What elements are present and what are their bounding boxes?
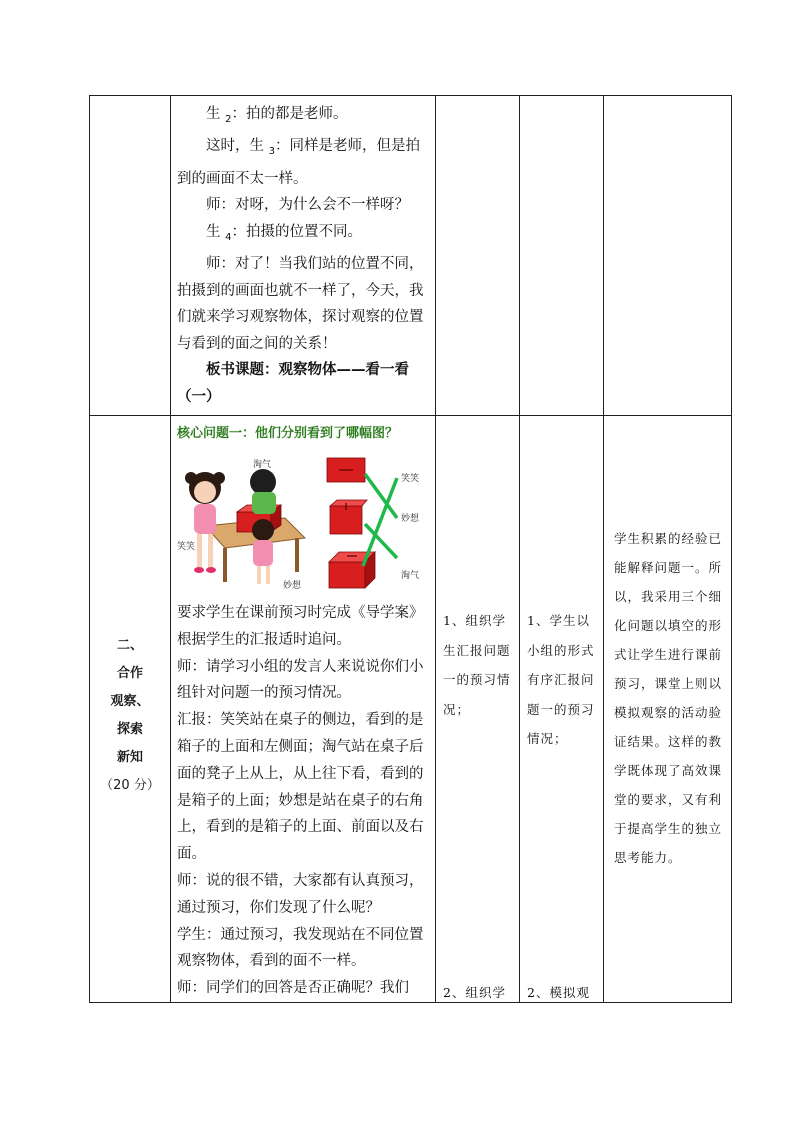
label-taoqi: 淘气: [253, 460, 272, 470]
label-xiaoxiao: 笑笑: [177, 542, 196, 552]
section-title-line: 新知: [116, 750, 143, 765]
student-cell-intro: [520, 96, 604, 416]
design-intent-cell: [604, 416, 732, 1003]
dialog-line: 师：对呀，为什么会不一样呀？: [206, 197, 409, 214]
process-cell-explore: [171, 416, 436, 1003]
paragraph: 汇报：笑笑站在桌子的侧边，看到的是箱子的上面和左侧面；淘气站在桌子后面的凳子上从上，从上往下看，看到的是箱子的上面；妙想是站在桌子的右角上，看到的是箱子的上面、前面以及右面。: [177, 712, 424, 863]
observation-illustration: [175, 448, 435, 598]
section-title-line: 观察、: [110, 694, 150, 709]
label-box-1: 笑笑: [401, 474, 420, 484]
paragraph: 师：说的很不错，大家都有认真预习，通过预习，你们发现了什么呢？: [177, 872, 424, 916]
paragraph: 师：同学们的回答是否正确呢？我们: [177, 980, 409, 997]
section-cell: [90, 416, 171, 1003]
table-row-intro: [90, 96, 732, 416]
core-question: 核心问题一：他们分别看到了哪幅图？: [177, 426, 399, 441]
process-cell-intro: [171, 96, 436, 416]
paragraph: 学生：通过预习，我发现站在不同位置观察物体，看到的面不一样。: [177, 926, 424, 970]
paragraph: 要求学生在课前预习时完成《导学案》根据学生的汇报适时追问。: [177, 605, 424, 648]
section-time: （20 分）: [100, 778, 160, 793]
observation-figure: [175, 448, 435, 598]
match-line: [365, 474, 397, 518]
teacher-activity-1: 1、组织学生汇报问题一的预习情况；: [443, 613, 511, 717]
dialog-line: 师：对了！当我们站的位置不同，拍摄到的画面也就不一样了，今天，我们就来学习观察物体，探讨观察的位置与看到的面之间的关系！: [177, 256, 424, 352]
teacher-activity-cell: [436, 416, 520, 1003]
table-row-explore: [90, 416, 732, 1003]
dialog-line: 生 $_2$：拍的都是老师。: [206, 106, 348, 125]
design-intent-text: 学生积累的经验已能解释问题一。所以，我采用三个细化问题以填空的形式让学生进行课前预习，课堂上则以模拟观察的活动验证结果。这样的教学既体现了高效课堂的要求，又有利于提高学生的独立思考能力。: [614, 531, 723, 865]
label-box-3: 淘气: [401, 571, 420, 581]
section-number: 二、: [116, 638, 143, 653]
teacher-cell-intro: [436, 96, 520, 416]
dialog-line: 这时，生 $_3$：同样是老师，但是拍到的画面不太一样。: [177, 138, 420, 187]
design-cell-intro: [604, 96, 732, 416]
teacher-activity-2: 2、组织学: [443, 985, 506, 1000]
board-title: 板书课题：观察物体——看一看（一）: [177, 362, 409, 405]
lesson-plan-table: [89, 95, 732, 1003]
student-activity-cell: [520, 416, 604, 1003]
section-title-line: 探索: [116, 722, 143, 737]
student-activity-1: 1、学生以小组的形式有序汇报问题一的预习情况；: [527, 613, 595, 746]
student-activity-2: 2、模拟观: [527, 985, 590, 1000]
label-miaoxiang: 妙想: [283, 581, 302, 591]
paragraph: 师：请学习小组的发言人来说说你们小组针对问题一的预习情况。: [177, 658, 424, 702]
dialog-line: 生 $_4$：拍摄的位置不同。: [206, 223, 362, 243]
section-title-line: 合作: [116, 666, 143, 681]
section-cell-empty: [90, 96, 171, 416]
label-box-2: 妙想: [401, 514, 420, 524]
